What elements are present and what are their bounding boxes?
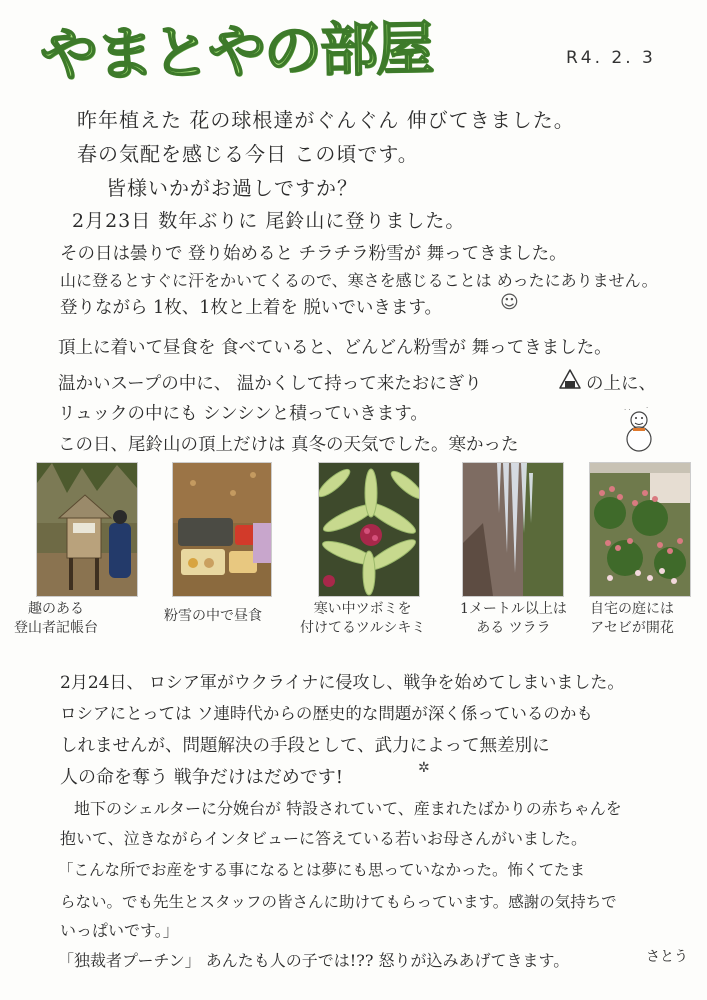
hike-line: 温かいスープの中に、 温かくして持って来たおにぎり xyxy=(58,374,482,394)
photo-strip xyxy=(0,462,707,652)
issue-date: R4. 2. 3 xyxy=(566,48,656,68)
war-line: 人の命を奪う 戦争だけはだめです! xyxy=(60,767,343,788)
war-line: らない。でも先生とスタッフの皆さんに助けてもらっています。感謝の気持ちで xyxy=(60,893,617,911)
war-line: 2月24日、 ロシア軍がウクライナに侵攻し、戦争を始めてしまいました。 xyxy=(60,673,625,693)
war-line: ロシアにとっては ソ連時代からの歴史的な問題が深く係っているのかも xyxy=(60,704,593,723)
lunch-photo xyxy=(172,462,272,597)
war-line: 「独裁者プーチン」 あんたも人の子では!?? 怒りが込みあげてきます。 xyxy=(58,951,570,970)
hike-line: 山に登るとすぐに汗をかいてくるので、寒さを感じることは めったにありません。 xyxy=(60,271,658,290)
asebi-photo xyxy=(589,462,691,597)
intro-line: 皆様いかがお過しですか？ xyxy=(106,176,358,200)
svg-text:· ·: · · xyxy=(624,406,631,414)
hike-line: 2月23日 数年ぶりに 尾鈴山に登りました。 xyxy=(72,210,466,232)
photo-caption: 自宅の庭には アセビが開花 xyxy=(590,601,674,636)
hike-line: リュックの中にも シンシンと積っていきます。 xyxy=(58,404,428,424)
photo-caption: 粉雪の中で昼食 xyxy=(164,608,262,624)
war-line: 「こんな所でお産をする事になるとは夢にも思っていなかった。怖くてたま xyxy=(58,861,586,879)
photo-caption: 趣のある 登山者記帳台 xyxy=(14,601,98,636)
author-signature: さとう xyxy=(646,949,688,965)
page-title: やまとやの部屋 xyxy=(39,14,433,90)
smile-face-icon: ☺ xyxy=(500,292,519,313)
hike-line: その日は曇りで 登り始めると チラチラ粉雪が 舞ってきました。 xyxy=(60,244,567,264)
photo-caption: 寒い中ツボミを 付けてるツルシキミ xyxy=(300,601,426,636)
hike-line: 登りながら 1枚、1枚と上着を 脱いでいきます。 xyxy=(60,298,442,318)
photo-caption: 1メートル以上は ある ツララ xyxy=(460,601,567,636)
hike-line: この日、尾鈴山の頂上だけは 真冬の天気でした。寒かった xyxy=(58,435,519,455)
snowman-icon xyxy=(622,404,656,454)
war-line: いっぱいです。」 xyxy=(60,921,179,940)
shikimi-photo xyxy=(318,462,420,597)
war-line: 抱いて、泣きながらインタビューに答えている若いお母さんがいました。 xyxy=(60,829,588,848)
war-line: しれませんが、問題解決の手段として、武力によって無差別に xyxy=(60,736,550,756)
anger-mark-icon: ✲ xyxy=(418,760,430,776)
registry-box-photo xyxy=(36,462,138,597)
war-line: 地下のシェルターに分娩台が 特設されていて、産まれたばかりの赤ちゃんを xyxy=(74,799,622,818)
hike-line: 頂上に着いて昼食を 食べていると、どんどん粉雪が 舞ってきました。 xyxy=(58,338,612,358)
intro-line: 昨年植えた 花の球根達がぐんぐん 伸びてきました。 xyxy=(77,108,575,132)
hike-line: の上に、 xyxy=(586,374,656,394)
icicle-photo xyxy=(462,462,564,597)
intro-line: 春の気配を感じる今日 この頃です。 xyxy=(77,142,419,166)
svg-text:·: · xyxy=(646,404,649,412)
onigiri-icon xyxy=(558,368,582,390)
